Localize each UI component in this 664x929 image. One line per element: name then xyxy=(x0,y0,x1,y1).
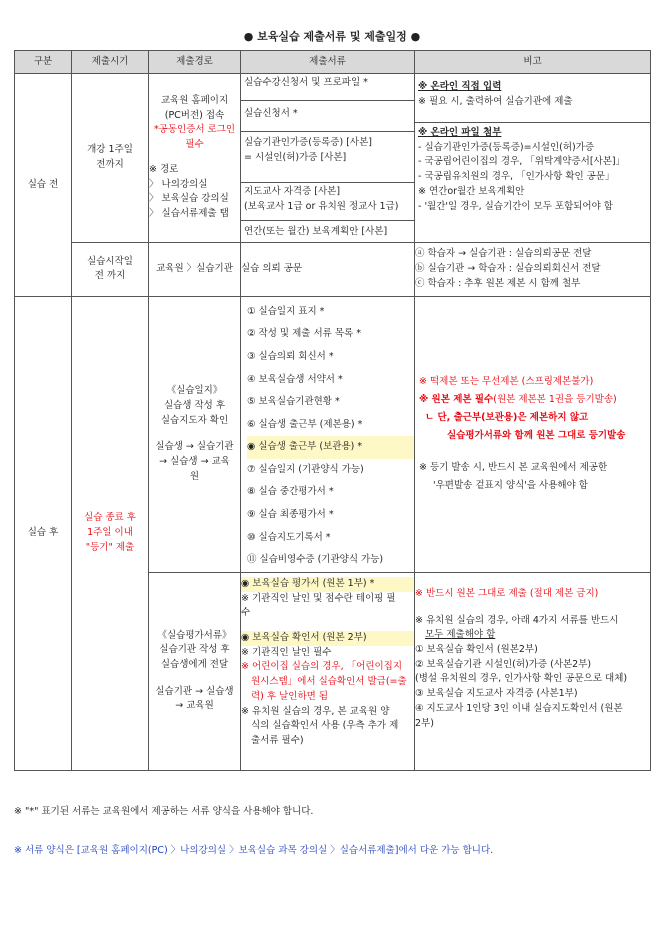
route-line: 실습지도자 확인 xyxy=(160,414,229,426)
route-line: (PC버전) 접속 xyxy=(164,109,225,121)
timing-line: "등기" 제출 xyxy=(85,541,135,553)
note-line: - 국공립어린이집의 경우, 「위탁계약증서[사본]」 xyxy=(418,156,626,168)
doc-confirmation: ◉ 보육실습 확인서 (원본 2부) xyxy=(241,631,414,646)
doc-application: 실습수강신청서 및 프로파일 * xyxy=(241,74,414,101)
note-red: ※ 떡제본 또는 무선제본 (스프링제본불가) xyxy=(419,376,594,388)
note-file-attach xyxy=(415,123,650,216)
doc-line: 지도교사 자격증 [사본] xyxy=(244,186,341,197)
timing-line: 1주일 이내 xyxy=(87,526,133,538)
table-row xyxy=(15,242,651,296)
documents-cell xyxy=(241,74,415,243)
note-line: ※ 필요 시, 출력하여 실습기관에 제출 xyxy=(418,95,573,107)
note-item: ④ 지도교사 1인당 3인 이내 실습지도확인서 (원본 xyxy=(415,702,623,714)
route-line: → 실습생 → 교육 xyxy=(159,456,230,467)
submission-table xyxy=(14,50,651,771)
header-documents: 제출서류 xyxy=(241,51,415,74)
doc-item: ⑨ 실습 최종평가서 * xyxy=(247,509,334,521)
note-line: ※ 연간or월간 보육계획안 xyxy=(418,185,525,197)
header-category: 구분 xyxy=(15,51,72,74)
header-notes: 비고 xyxy=(415,51,651,74)
doc-line: (보육교사 1급 or 유치원 정교사 1급) xyxy=(244,200,399,212)
doc-request-form: 실습신청서 * xyxy=(241,101,414,132)
documents-cell xyxy=(241,572,415,770)
category-after: 실습 후 xyxy=(15,296,72,770)
note-item: (병설 유치원의 경우, 인가사항 확인 공문으로 대체) xyxy=(415,673,628,685)
doc-item: ⑩ 실습지도기록서 * xyxy=(247,531,331,543)
note-line: ⓒ 학습자 : 추후 원본 제본 시 함께 철부 xyxy=(415,277,581,289)
footnote-download: ※ 서류 양식은 [교육원 홈페이지(PC) 〉나의강의실 〉보육실습 과목 강의실 〉실습서류제출]에서 다운 가능 합니다. xyxy=(14,845,494,856)
note-red: ※ 반드시 원본 그대로 제출 (절대 제본 금지) xyxy=(415,587,599,599)
note-title: ※ 온라인 직접 입력 xyxy=(418,81,502,92)
route-path-line: 〉 나의강의실 xyxy=(149,178,208,190)
header-timing: 제출시기 xyxy=(72,51,149,74)
note-red: (원본 제본본 1권을 등기발송) xyxy=(493,394,617,406)
route-title: 《실습평가서류》 xyxy=(157,629,232,641)
doc-license xyxy=(241,132,414,183)
doc-plan: 연간(또는 월간) 보육계획안 [사본] xyxy=(244,226,388,237)
doc-item-highlighted: ◉ 실습생 출근부 (보관용) * xyxy=(247,436,414,459)
route-line: 교육원 홈페이지 xyxy=(160,94,229,106)
doc-item: ⑦ 실습일지 (기관양식 가능) xyxy=(247,463,364,475)
note-red-bold: ㄴ 단, 출근부(보관용)은 제본하지 않고 xyxy=(425,412,589,424)
header-route: 제출경로 xyxy=(149,51,241,74)
page-title: ● 보육실습 제출서류 및 제출일정 ● xyxy=(243,30,421,43)
note-line: ※ 등기 발송 시, 반드시 본 교육원에서 제공한 xyxy=(419,462,608,474)
doc-item: ④ 보육실습생 서약서 * xyxy=(247,373,343,385)
route-path-line: ※ 경로 xyxy=(149,163,179,175)
route-line: → 교육원 xyxy=(175,700,214,712)
timing-line: 실습 종료 후 xyxy=(84,512,136,524)
doc-item: ⑪ 실습비영수증 (기관양식 가능) xyxy=(247,554,384,566)
doc-note-red: ※ 어린이집 실습의 경우, 「어린이집지 xyxy=(241,661,403,673)
route-line: 실습생 작성 후 xyxy=(163,399,226,411)
route-line: 실습생에게 전달 xyxy=(160,658,229,670)
timing-cell xyxy=(72,74,149,243)
practice-log-doc-list xyxy=(241,301,414,572)
route-path-line: 〉 실습서류제출 탭 xyxy=(149,208,229,220)
note-line: 모두 제출해야 함 xyxy=(425,629,496,641)
note-red-bold: 실습평가서류와 함께 원본 그대로 등기발송 xyxy=(447,430,626,442)
doc-note: ※ 기관직인 날인 및 점수란 테이핑 필 xyxy=(241,592,396,604)
cert-required-note: 필수 xyxy=(185,139,204,151)
doc-note: 출서류 필수) xyxy=(251,735,304,747)
timing-line: 개강 1주일 xyxy=(87,144,133,156)
doc-line: = 시설인(허)가증 [사본] xyxy=(244,151,347,163)
route-line: 원 xyxy=(189,470,200,482)
doc-note: 식의 실습확인서 사용 (우측 추가 제 xyxy=(251,720,399,732)
note-line: ※ 유치원 실습의 경우, 아래 4가지 서류를 반드시 xyxy=(415,614,619,626)
route-line: 실습기관 → 실습생 xyxy=(155,685,234,697)
doc-item: ② 작성 및 제출 서류 목록 * xyxy=(247,328,361,340)
timing-cell xyxy=(72,296,149,770)
doc-note: ※ 기관직인 날인 필수 xyxy=(241,646,332,658)
doc-item: ③ 실습의뢰 회신서 * xyxy=(247,350,334,362)
note-online-input xyxy=(415,74,650,123)
notes-cell xyxy=(415,296,651,572)
table-row xyxy=(15,74,651,243)
note-line: '우편발송 겉표지 양식'을 사용해야 함 xyxy=(433,480,588,492)
doc-line: 실습기관인가증(등록증) [사본] xyxy=(244,137,372,148)
notes-cell xyxy=(415,74,651,243)
doc-teacher-cert xyxy=(241,183,414,221)
category-before: 실습 전 xyxy=(15,74,72,297)
route-path-line: 〉 보육실습 강의실 xyxy=(149,193,229,205)
timing-line: 실습시작일 xyxy=(87,255,133,267)
footnote-asterisk: ※ "*" 표기된 서류는 교육원에서 제공하는 서류 양식을 사용해야 합니다. xyxy=(14,806,314,817)
route-cell: 교육원 〉실습기관 xyxy=(149,242,241,296)
table-header-row xyxy=(15,51,651,74)
doc-note: ※ 유치원 실습의 경우, 본 교육원 양 xyxy=(241,705,390,717)
doc-note-red: 력) 후 날인하면 됨 xyxy=(251,690,329,702)
doc-item: ① 실습일지 표지 * xyxy=(247,305,325,317)
note-item: ① 보육실습 확인서 (원본2부) xyxy=(415,644,538,655)
note-title: ※ 온라인 파일 첨부 xyxy=(418,127,502,138)
note-red-bold: ※ 원본 제본 필수 xyxy=(419,394,494,406)
doc-item: ⑧ 실습 중간평가서 * xyxy=(247,486,334,498)
note-line: - '월간'일 경우, 실습기간이 모두 포함되어야 함 xyxy=(418,200,613,212)
note-line: - 실습기관인가증(등록증)=시설인(허)가증 xyxy=(418,141,595,153)
route-line: 실습생 → 실습기관 xyxy=(155,441,234,453)
notes-cell xyxy=(415,572,651,770)
timing-line: 전까지 xyxy=(96,158,124,170)
doc-evaluation: ◉ 보육실습 평가서 (원본 1부) * xyxy=(241,577,414,592)
route-cell xyxy=(149,296,241,572)
note-line: ⓐ 학습자 → 실습기관 : 실습의뢰공문 전달 xyxy=(415,248,592,260)
note-line: - 국공립유치원의 경우, 「인가사항 확인 공문」 xyxy=(418,171,615,183)
route-cell xyxy=(149,572,241,770)
route-title: 《실습일지》 xyxy=(166,385,223,397)
note-item: 2부) xyxy=(415,717,434,729)
timing-line: 전 까지 xyxy=(94,270,126,282)
timing-cell xyxy=(72,242,149,296)
note-item: ② 보육실습기관 시설인(허)가증 (사본2부) xyxy=(415,658,592,670)
doc-note: 수 xyxy=(241,607,251,619)
doc-note-red: 원시스템」에서 실습확인서 발급(=출 xyxy=(251,676,407,688)
note-item: ③ 보육실습 지도교사 자격증 (사본1부) xyxy=(415,688,578,700)
notes-cell xyxy=(415,242,651,296)
cert-required-note: *공동인증서 로그인 xyxy=(153,124,236,136)
route-line: 실습기관 작성 후 xyxy=(159,644,230,656)
note-line: ⓑ 실습기관 → 학습자 : 실습의뢰회신서 전달 xyxy=(415,262,601,274)
documents-cell xyxy=(241,296,415,572)
doc-request-letter: 실습 의뢰 공문 xyxy=(241,242,415,296)
table-row xyxy=(15,296,651,572)
route-cell xyxy=(149,74,241,243)
doc-item: ⑤ 보육실습기관현황 * xyxy=(247,396,340,408)
doc-item: ⑥ 실습생 출근부 (제본용) * xyxy=(247,418,363,430)
